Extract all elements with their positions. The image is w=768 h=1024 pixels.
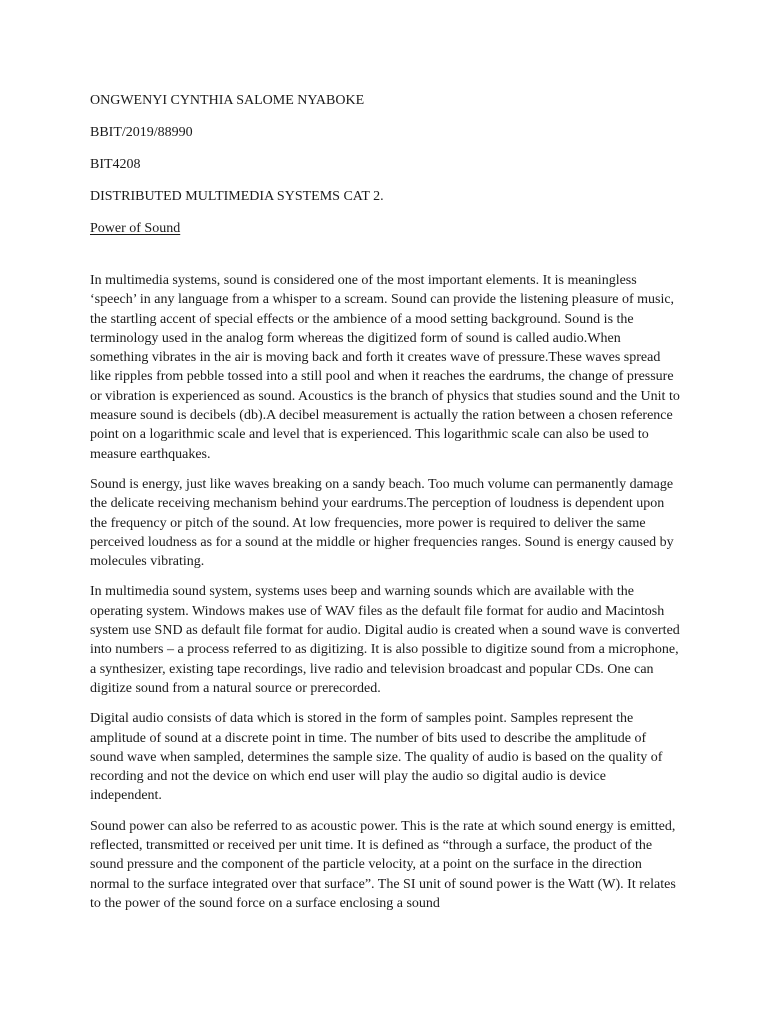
- document-page: [90, 92, 680, 924]
- section-title: Power of Sound: [90, 221, 181, 236]
- paragraph-3: In multimedia sound system, systems uses beep and warning sounds which are available with the operating system. Windows makes use of WAV files as the default file format for audio and Macintosh system use SND as default file format for audio. Digital audio is created when a sound wave is converted into numbers – a process referred to as digitizing. It is also possible to digitize sound from a microphone, a synthesizer, existing tape recordings, live radio and television broadcast and popular CDs. One can digitize sound from a natural source or prerecorded.: [90, 584, 680, 696]
- registration-number: BBIT/2019/88990: [90, 125, 193, 140]
- paragraph-1: In multimedia systems, sound is considered one of the most important elements. It is meaningless ‘speech’ in any language from a whisper to a scream. Sound can provide the listening pleasure of music, the startling accent of special effects or the ambience of a mood setting background. Sound is the terminology used in the analog form whereas the digitized form of sound is called audio.When something vibrates in the air is moving back and forth it creates wave of pressure.These waves spread like ripples from pebble tossed into a still pool and when it reaches the eardrums, the change of pressure or vibration is experienced as sound. Acoustics is the branch of physics that studies sound and the Unit to measure sound is decibels (db).A decibel measurement is actually the ration between a chosen reference point on a logarithmic scale and level that is experienced. This logarithmic scale can also be used to measure earthquakes.: [90, 273, 680, 462]
- course-title: DISTRIBUTED MULTIMEDIA SYSTEMS CAT 2.: [90, 189, 384, 204]
- paragraph-5: Sound power can also be referred to as acoustic power. This is the rate at which sound energy is emitted, reflected, transmitted or received per unit time. It is defined as “through a surface, the product of the sound pressure and the component of the particle velocity, at a point on the surface in the direction normal to the surface integrated over that surface”. The SI unit of sound power is the Watt (W). It relates to the power of the sound force on a surface enclosing a sound: [90, 818, 676, 911]
- unit-code: BIT4208: [90, 157, 141, 172]
- author-name: ONGWENYI CYNTHIA SALOME NYABOKE: [90, 93, 365, 108]
- paragraph-4: Digital audio consists of data which is stored in the form of samples point. Samples represent the amplitude of sound at a discrete point in time. The number of bits used to describe the amplitude of sound wave when sampled, determines the sample size. The quality of audio is based on the quality of recording and not the device on which end user will play the audio so digital audio is device independent.: [90, 711, 663, 804]
- document-body: [90, 271, 680, 913]
- paragraph-2: Sound is energy, just like waves breaking on a sandy beach. Too much volume can permanently damage the delicate receiving mechanism behind your eardrums.The perception of loudness is dependent upon the frequency or pitch of the sound. At low frequencies, more power is required to deliver the same perceived loudness as for a sound at the middle or higher frequencies ranges. Sound is energy caused by molecules vibrating.: [90, 476, 674, 570]
